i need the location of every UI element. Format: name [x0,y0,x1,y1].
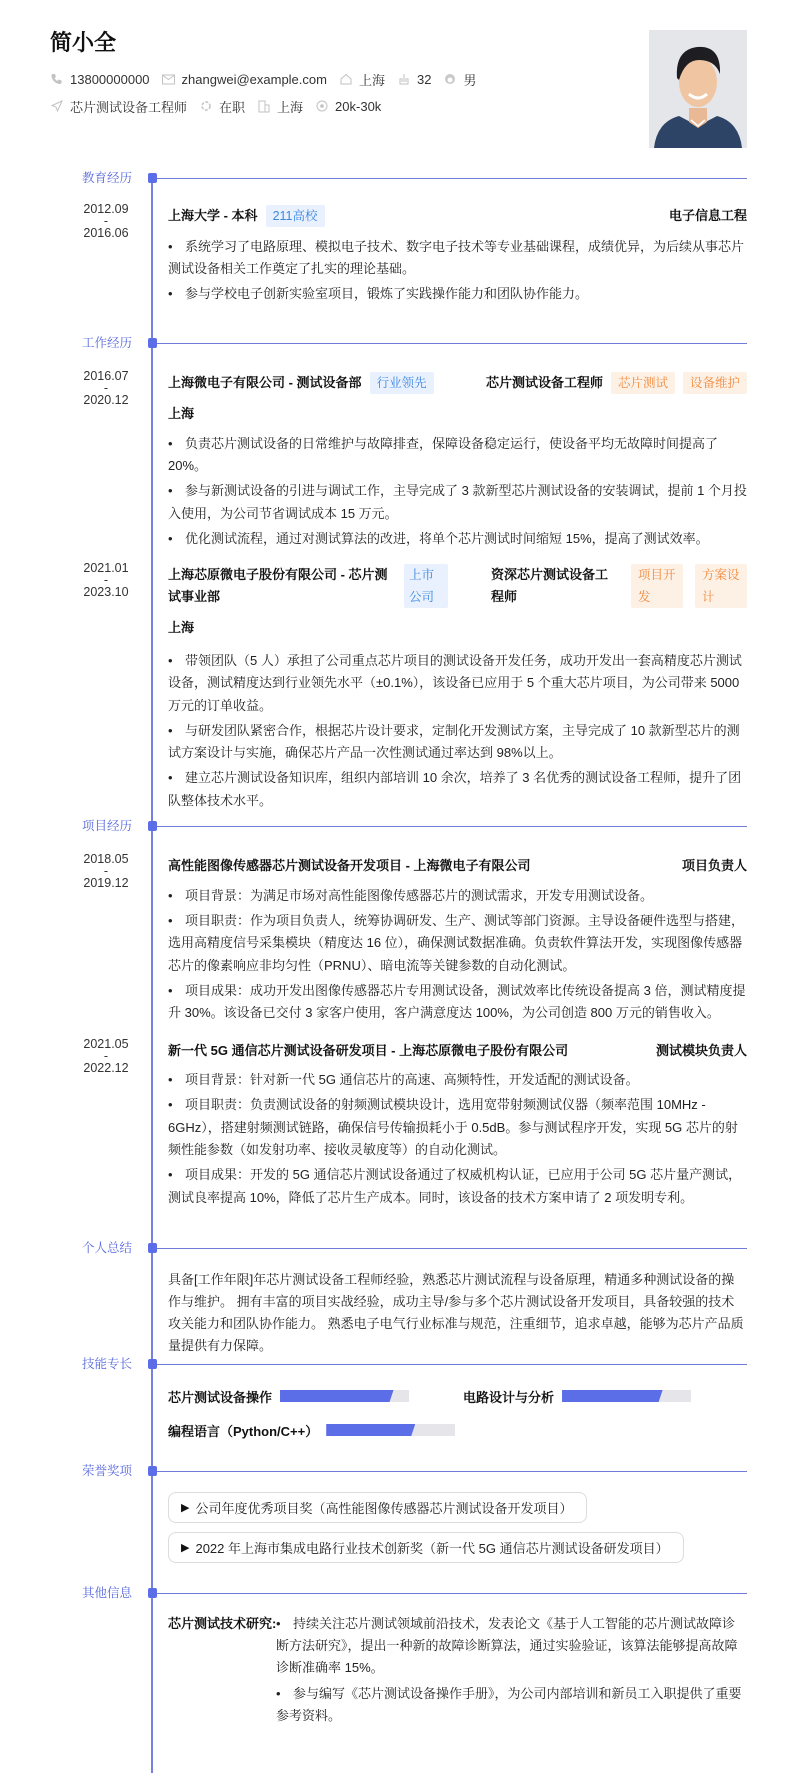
job-intent-row [50,96,393,116]
bullet-item [168,980,747,1025]
skill-tag: 项目开发 [631,564,683,608]
bullet-icon: • [168,1167,173,1182]
contact-gender [443,70,476,89]
bullet-item [168,1094,747,1162]
award-text: 2022 年上海市集成电路行业技术创新奖（新一代 5G 通信芯片测试设备研发项目） [195,1541,669,1556]
start-date: 2021.01 [83,561,129,575]
section-divider [157,826,747,828]
date-sep: - [103,864,109,878]
section-title: 技能专长 [81,1357,132,1371]
award-text: 公司年度优秀项目奖（高性能图像传感器芯片测试设备开发项目） [195,1501,573,1516]
section-divider [157,1248,747,1250]
bullet-text: 参与新测试设备的引进与调试工作，主导完成了 3 款新型芯片测试设备的安装调试，提前 1 个月投入使用，为公司节省调试成本 15 万元。 [168,483,747,521]
timeline-marker [148,1466,157,1476]
timeline-marker [148,1359,157,1369]
bullet-icon: • [168,1097,173,1112]
bullet-icon: • [168,1072,173,1087]
city-text: 上海 [277,99,304,115]
status-text: 在职 [219,99,246,115]
section-title: 荣誉奖项 [81,1464,132,1478]
profile-photo [649,30,747,148]
bullet-text: 项目背景：为满足市场对高性能图像传感器芯片的测试需求，开发专用测试设备。 [185,887,654,903]
section-divider [157,1364,747,1366]
project-title: 高性能图像传感器芯片测试设备开发项目 - 上海微电子有限公司 [168,858,531,873]
send-icon [50,99,64,113]
bullet-text: 项目成果：成功开发出图像传感器芯片专用测试设备，测试效率比传统设备提高 3 倍，测试精度提升 30%。该设备已交付 3 家客户使用，客户满意度达 100%，为公司创造 800 万元的销售收入。 [168,982,746,1020]
bullet-icon: • [276,1616,281,1631]
bullet-text: 带领团队（5 人）承担了公司重点芯片项目的测试设备开发任务，成功开发出一套高精度芯片测试设备，测试精度达到行业领先水平（±0.1%），该设备已应用于 5 个重大芯片项目，为公司带来 5000 万元的订单收益。 [168,652,742,713]
intent-city [257,97,303,116]
phone-text: 13800000000 [70,71,150,87]
bullet-item [168,885,747,908]
bullet-icon: • [168,483,173,498]
bullet-text: 参与编写《芯片测试设备操作手册》，为公司内部培训和新员工入职提供了重要参考资料。 [276,1686,742,1723]
skill-name: 编程语言（Python/C++） [168,1423,319,1439]
end-date: 2019.12 [83,876,129,890]
bullet-text: 优化测试流程，通过对测试算法的改进，将单个芯片测试时间缩短 15%，提高了测试效率。 [185,530,709,546]
age-icon [397,72,411,86]
start-date: 2012.09 [83,202,129,216]
bullet-item [168,650,747,718]
education-entry [83,202,747,306]
date-sep: - [103,381,109,395]
phone-icon [50,72,64,86]
bullet-icon: • [168,722,173,738]
bullet-icon: • [168,238,173,254]
skill-tag: 设备维护 [683,372,747,394]
salary-icon [315,99,329,113]
section-title: 工作经历 [81,336,132,350]
section-divider [157,343,747,345]
bullet-item [168,910,747,978]
status-icon [199,99,213,113]
contact-location [339,70,385,89]
skill-bar [280,1390,409,1402]
date-sep: - [103,214,109,228]
bullet-item [168,528,747,551]
work-entry [83,369,747,550]
bullet-text: 项目背景：针对新一代 5G 通信芯片的高速、高频特性，开发适配的测试设备。 [185,1072,639,1087]
skill-item [463,1385,747,1407]
skill-tag: 芯片测试 [611,372,675,394]
contact-age [397,72,431,87]
gender-icon [443,72,457,86]
bullet-icon: • [276,1686,281,1701]
company-tag: 上市公司 [404,564,448,608]
start-date: 2018.05 [83,852,129,866]
section-divider [157,1593,747,1595]
end-date: 2020.12 [83,393,129,407]
section-title: 其他信息 [81,1586,132,1600]
gender-text: 男 [463,72,477,88]
company-tag: 行业领先 [370,372,434,394]
timeline-marker [148,1243,157,1253]
age-text: 32 [416,71,432,87]
bullet-text: 项目成果：开发的 5G 通信芯片测试设备通过了权威机构认证，已应用于公司 5G 芯片量产测试，测试良率提高 10%，降低了芯片生产成本。同时，该设备的技术方案申请了 2 项发明专利。 [168,1167,742,1205]
contact-phone [50,72,150,87]
section-divider [157,178,747,180]
bullet-text: 负责芯片测试设备的日常维护与故障排查，保障设备稳定运行，使设备平均无故障时间提高了 20%。 [168,435,719,473]
bullet-text: 参与学校电子创新实验室项目，锻炼了实践操作能力和团队协作能力。 [185,286,589,301]
section-title: 项目经历 [81,819,132,833]
project-entry [83,1036,747,1210]
home-icon [339,72,353,86]
timeline-marker [148,821,157,831]
bullet-item [168,283,747,306]
expand-triangle-icon: ▶ [181,1502,190,1514]
expand-triangle-icon: ▶ [181,1542,190,1554]
date-sep: - [103,573,109,587]
project-entry [83,852,747,1025]
skill-bar-fill [280,1390,394,1402]
school-tag: 211高校 [266,205,325,227]
contact-row [50,69,488,89]
skill-name: 电路设计与分析 [463,1389,555,1405]
salary-text: 20k-30k [335,98,382,114]
bullet-item [168,236,747,281]
candidate-name: 简小全 [50,30,117,55]
award-item[interactable] [168,1492,587,1523]
project-role: 测试模块负责人 [655,1042,747,1058]
skill-bar [326,1424,455,1436]
timeline-line [151,173,153,1773]
date-range [76,203,136,239]
bullet-text: 与研发团队紧密合作，根据芯片设计要求，定制化开发测试方案，主导完成了 10 款新型芯片的测试方案设计与实施，确保芯片产品一次性测试通过率达到 98%以上。 [168,722,740,760]
contact-email [162,72,327,87]
end-date: 2022.12 [83,1060,129,1075]
skills-grid [168,1385,747,1441]
bullet-item [168,1164,747,1209]
school-name: 上海大学 - 本科 [168,208,258,223]
intent-position [50,97,187,116]
section-title: 个人总结 [81,1241,132,1255]
major: 电子信息工程 [668,208,747,223]
section-divider [157,1471,747,1473]
building-icon [257,99,271,113]
section-title: 教育经历 [81,171,132,185]
date-sep: - [103,1048,109,1063]
work-location: 上海 [168,620,195,635]
skill-item [168,1419,463,1441]
email-text: zhangwei@example.com [181,71,327,87]
bullet-icon: • [168,887,173,903]
position-text: 芯片测试设备工程师 [70,99,188,115]
bullet-item [168,433,747,478]
award-item[interactable] [168,1532,684,1563]
skill-name: 芯片测试设备操作 [168,1389,273,1405]
bullet-item [168,767,747,812]
bullet-item [168,720,747,765]
summary-text: 具备[工作年限]年芯片测试设备工程师经验，熟悉芯片测试流程与设备原理，精通多种测试设备的操作与维护。 拥有丰富的项目实战经验，成功主导/参与多个芯片测试设备开发项目，具备较强的技术攻关能力和团队协作能力。 熟悉电子电气行业标准与规范，注重细节，追求卓越，能够为芯片产品质量提供有力保障。 [168,1272,744,1353]
date-range [76,1038,136,1074]
bullet-item [276,1613,747,1679]
start-date: 2021.05 [83,1036,129,1051]
bullet-icon: • [168,912,173,928]
bullet-item [168,480,747,525]
bullet-item [276,1683,747,1727]
skill-bar-fill [562,1390,663,1402]
bullet-item [168,1069,747,1092]
bullet-icon: • [168,286,173,301]
timeline-marker [148,173,157,183]
intent-salary [315,99,381,114]
end-date: 2016.06 [83,226,129,240]
project-role: 项目负责人 [681,858,747,873]
mail-icon [162,72,176,86]
date-range [76,853,136,889]
timeline-marker [148,1588,157,1598]
end-date: 2023.10 [83,585,129,599]
location-text: 上海 [358,72,385,88]
company-name: 上海微电子有限公司 - 测试设备部 [168,375,362,390]
date-range [76,562,136,598]
bullet-text: 建立芯片测试设备知识库，组织内部培训 10 余次，培养了 3 名优秀的测试设备工程师，提升了团队整体技术水平。 [168,770,742,808]
timeline-marker [148,338,157,348]
start-date: 2016.07 [83,369,129,383]
work-entry [83,561,747,812]
job-title: 资深芯片测试设备工程师 [491,567,609,604]
bullet-icon: • [168,435,173,451]
date-range [76,370,136,406]
project-title: 新一代 5G 通信芯片测试设备研发项目 - 上海芯原微电子股份有限公司 [168,1042,569,1058]
other-title: 芯片测试技术研究: [168,1616,277,1631]
skill-bar-fill [326,1424,415,1436]
bullet-icon: • [168,652,173,668]
bullet-text: 项目职责：作为项目负责人，统筹协调研发、生产、测试等部门资源。主导设备硬件选型与搭建，选用高精度信号采集模块（精度达 16 位），确保测试数据准确。负责软件算法开发，实现图像传感器芯片的像素响应非均匀性（PRNU）、暗电流等关键参数的自动化测试。 [168,912,745,973]
bullet-icon: • [168,530,173,546]
bullet-text: 系统学习了电路原理、模拟电子技术、数字电子技术等专业基础课程，成绩优异，为后续从事芯片测试设备相关工作奠定了扎实的理论基础。 [168,238,745,276]
company-name: 上海芯原微电子股份有限公司 - 芯片测试事业部 [168,567,388,604]
bullet-icon: • [168,982,173,998]
work-location: 上海 [168,406,195,421]
bullet-text: 项目职责：负责测试设备的射频测试模块设计，选用宽带射频测试仪器（频率范围 10MHz - 6GHz），搭建射频测试链路，确保信号传输损耗小于 0.5dB。参与测试程序开发，实现 5G 芯片的射频性能参数（如发射功率、接收灵敏度等）的自动化测试。 [168,1097,738,1157]
bullet-text: 持续关注芯片测试领域前沿技术，发表论文《基于人工智能的芯片测试故障诊断方法研究》，提出一种新的故障诊断算法，通过实验验证，该算法能够提高故障诊断准确率 15%。 [276,1616,738,1675]
job-title: 芯片测试设备工程师 [485,375,603,390]
skill-item [168,1385,463,1407]
bullet-icon: • [168,770,173,785]
skill-bar [562,1390,691,1402]
intent-status [199,97,245,116]
skill-tag: 方案设计 [695,564,747,608]
